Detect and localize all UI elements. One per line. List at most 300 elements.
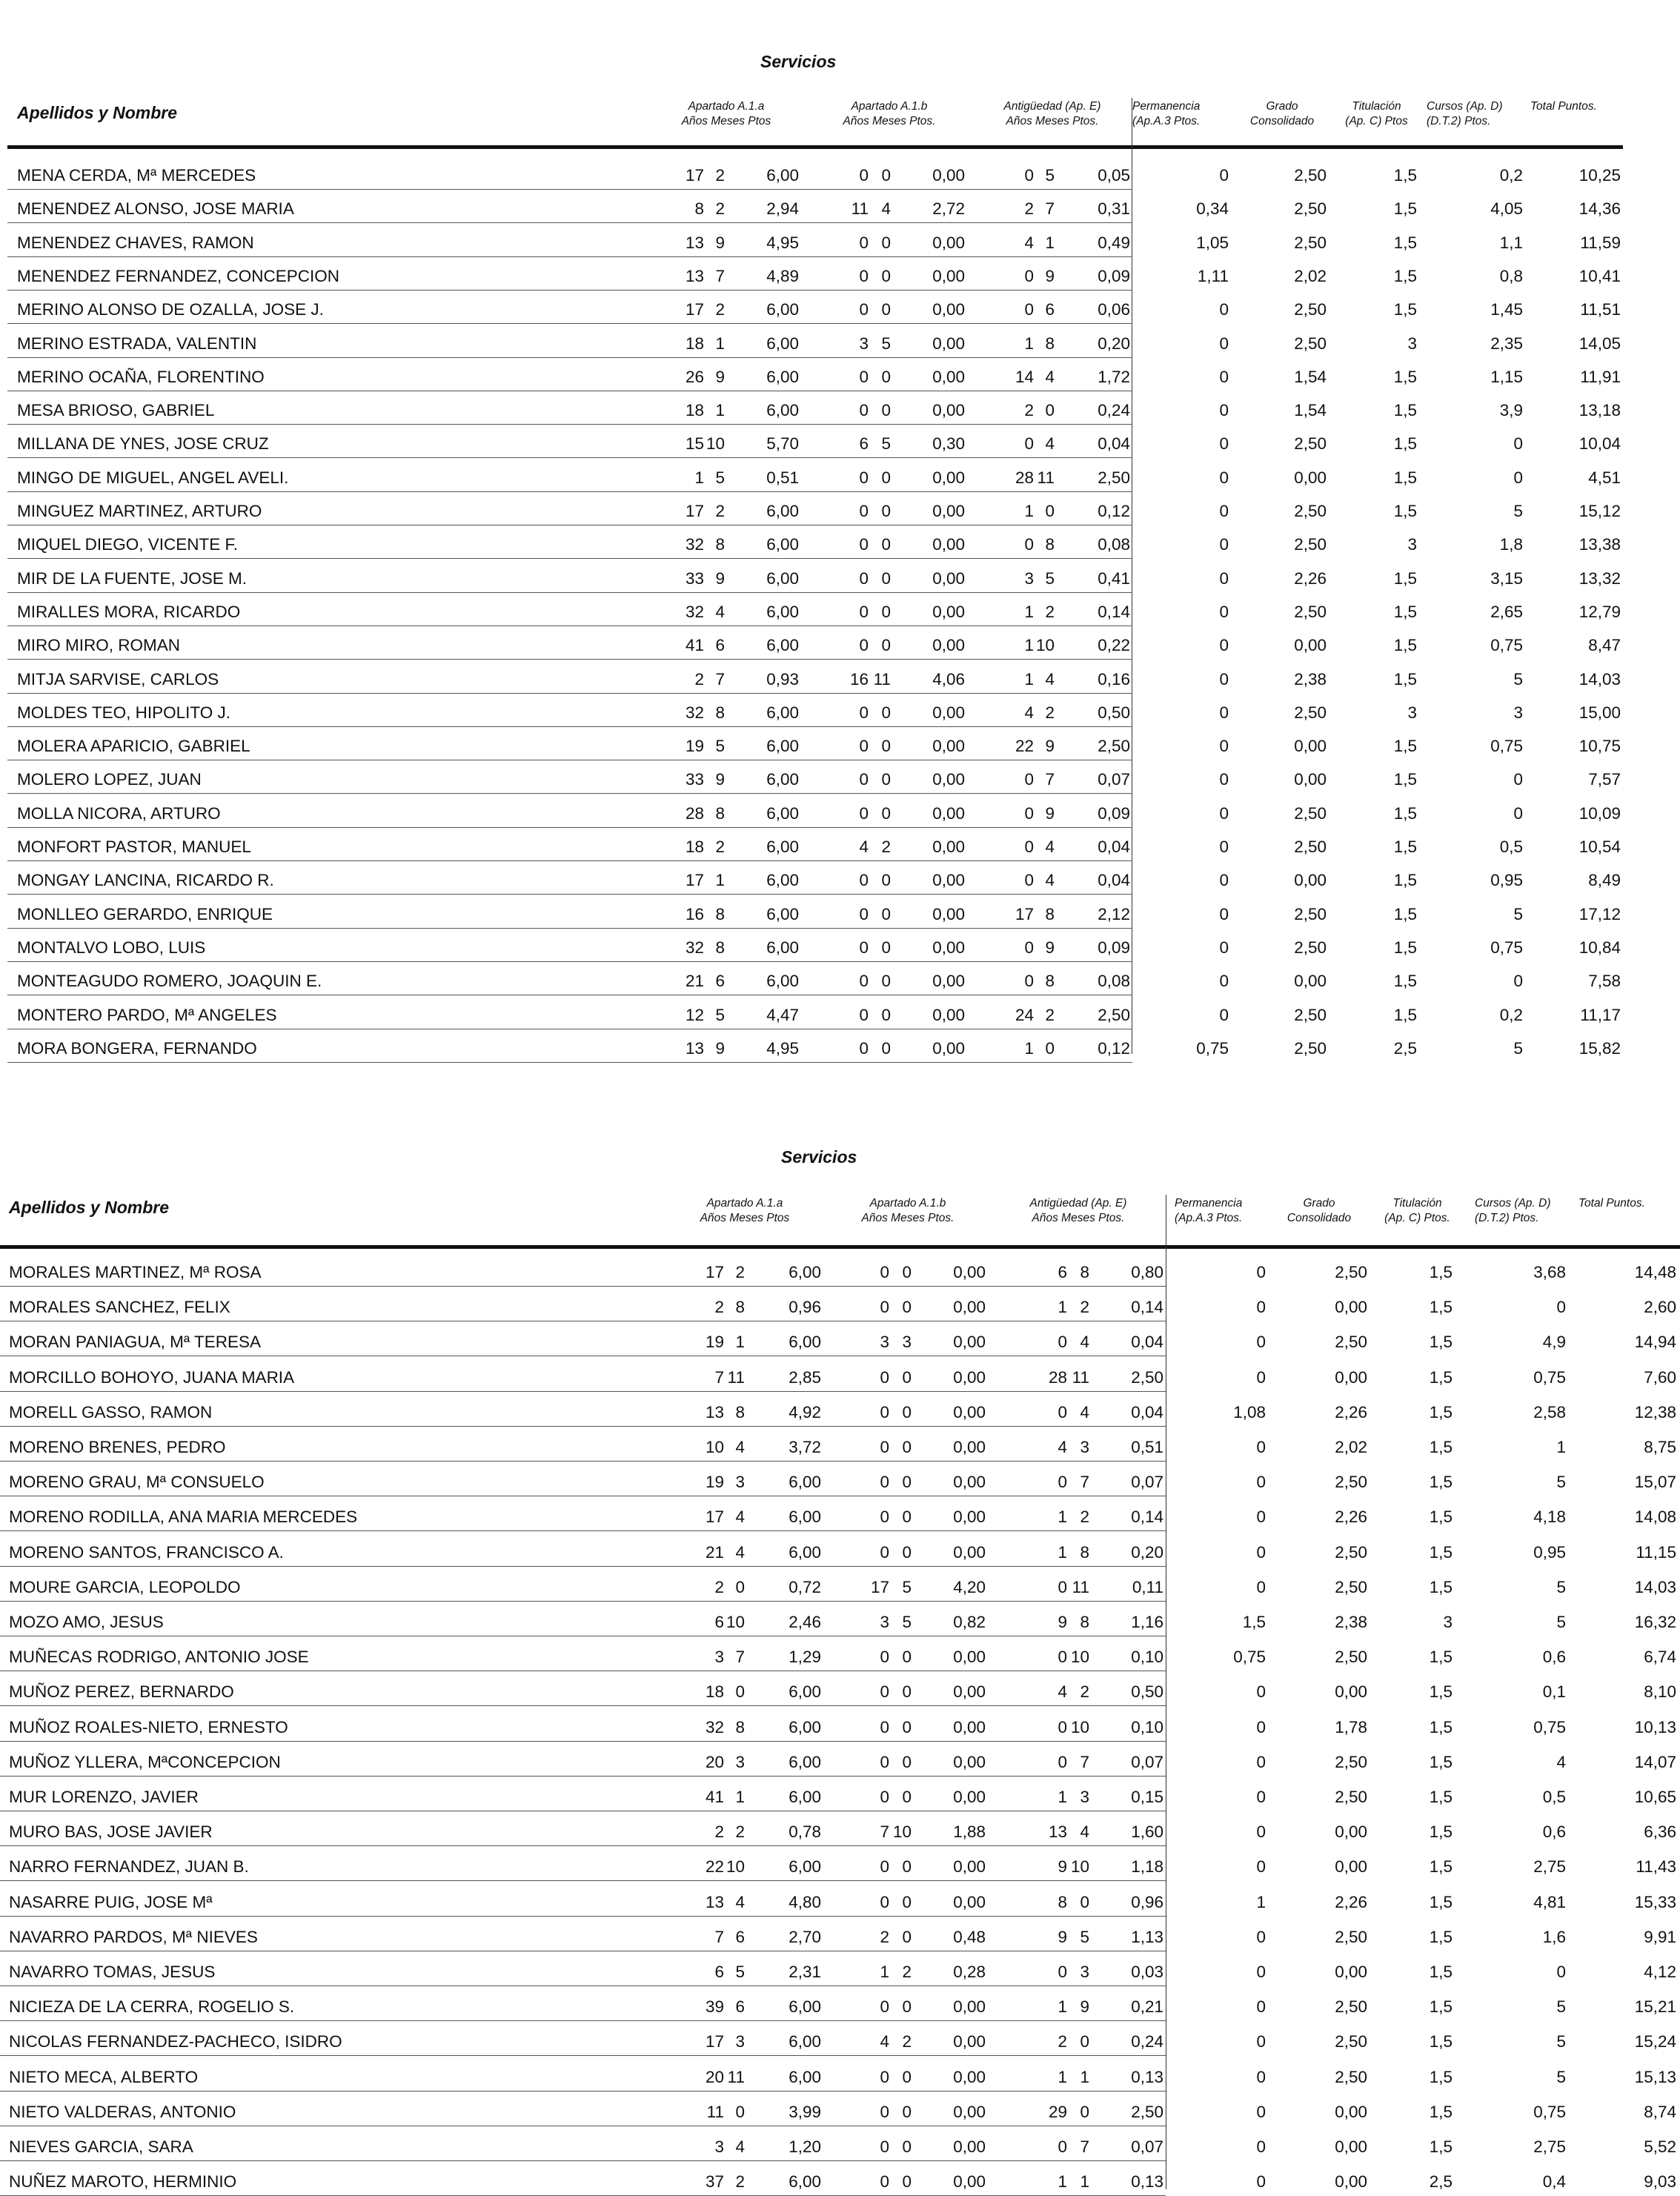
cell-titulacion: 1,5 [1429, 1367, 1452, 1387]
cell-a1b-anos: 0 [880, 1892, 889, 1911]
cell-total: 14,03 [1578, 669, 1621, 689]
cell-name: MORENO BRENES, PEDRO [9, 1438, 226, 1456]
cell-a1a-meses: 2 [715, 502, 725, 520]
cell-a1a-anos: 17 [685, 166, 704, 185]
cell-antig-meses: 8 [1080, 1263, 1089, 1281]
cell-cursos: 0,1 [1542, 1682, 1566, 1702]
cell-grado: 0,00 [1335, 1367, 1367, 1387]
cell-permanencia: 0 [1256, 2032, 1266, 2051]
cell-permanencia: 0 [1256, 1752, 1266, 1771]
cell-antig-ptos: 0,10 [1131, 1648, 1163, 1667]
cell-antig-meses: 8 [1080, 1542, 1089, 1562]
cell-antig-meses: 5 [1045, 568, 1055, 588]
cell-permanencia: 1,08 [1233, 1402, 1266, 1422]
cell-a1b-meses: 0 [902, 2067, 912, 2086]
cell-a1a-ptos: 2,94 [766, 199, 799, 219]
cell-grado: 2,50 [1294, 199, 1327, 219]
cell-titulacion: 1,5 [1393, 636, 1417, 655]
cell-antig-ptos: 0,22 [1098, 636, 1130, 655]
cell-antig-anos: 1 [1024, 669, 1034, 689]
cell-titulacion: 1,5 [1393, 938, 1417, 957]
cell-a1a-ptos: 3,99 [788, 2102, 821, 2121]
cell-a1b-anos: 0 [880, 1263, 889, 1281]
cell-permanencia: 0 [1219, 602, 1229, 621]
cell-antig-meses: 7 [1045, 199, 1055, 219]
cell-cursos: 0,6 [1542, 1822, 1566, 1842]
cell-permanencia: 0 [1256, 1263, 1266, 1281]
cell-titulacion: 1,5 [1429, 1717, 1452, 1736]
cell-grado: 2,50 [1294, 434, 1327, 454]
cell-antig-ptos: 0,12 [1098, 1038, 1130, 1058]
cell-antig-ptos: 2,50 [1131, 2102, 1163, 2121]
cell-titulacion: 1,5 [1429, 1507, 1452, 1527]
cell-antig-meses: 11 [1072, 1367, 1089, 1387]
table-row [0, 525, 1680, 559]
cell-titulacion: 1,5 [1393, 367, 1417, 386]
cell-a1b-anos: 0 [859, 401, 869, 420]
cell-antig-anos: 0 [1058, 1963, 1067, 1981]
cell-total: 6,36 [1644, 1822, 1676, 1842]
cell-cursos: 5 [1556, 1613, 1566, 1631]
cell-a1a-meses: 9 [715, 233, 725, 252]
cell-a1a-ptos: 6,00 [766, 972, 799, 991]
cell-titulacion: 1,5 [1393, 233, 1417, 252]
cell-antig-anos: 0 [1058, 1577, 1067, 1596]
cell-a1a-anos: 18 [685, 334, 704, 353]
cell-titulacion: 3 [1407, 703, 1417, 722]
cell-antig-meses: 0 [1045, 1038, 1055, 1058]
cell-a1b-meses: 0 [902, 1788, 912, 1806]
table-row [0, 1462, 1680, 1496]
row-divider [0, 1530, 1166, 1531]
row-divider [0, 1845, 1166, 1846]
cell-cursos: 0,75 [1490, 737, 1523, 756]
cell-grado: 2,50 [1294, 1038, 1327, 1058]
table-row [0, 2022, 1680, 2056]
cell-a1a-ptos: 1,29 [788, 1648, 821, 1667]
cell-antig-ptos: 0,80 [1131, 1263, 1163, 1281]
cell-permanencia: 0 [1219, 938, 1229, 957]
cell-a1b-meses: 0 [881, 1005, 891, 1024]
cell-a1a-ptos: 2,31 [788, 1963, 821, 1981]
cell-a1a-meses: 3 [735, 1752, 745, 1771]
cell-antig-anos: 1 [1024, 502, 1034, 520]
cell-antig-ptos: 0,04 [1098, 871, 1130, 890]
cell-titulacion: 1,5 [1429, 2032, 1452, 2051]
cell-name: MONTALVO LOBO, LUIS [17, 938, 206, 957]
cell-antig-anos: 0 [1058, 1648, 1067, 1667]
cell-total: 10,84 [1578, 938, 1621, 957]
cell-a1b-ptos: 0,00 [953, 1788, 986, 1806]
cell-permanencia: 1,11 [1197, 266, 1229, 285]
row-divider [0, 1776, 1166, 1777]
cell-antig-anos: 1 [1058, 1298, 1067, 1317]
cell-a1b-anos: 0 [859, 502, 869, 520]
cell-a1a-ptos: 0,96 [788, 1298, 821, 1317]
cell-grado: 2,26 [1335, 1507, 1367, 1527]
cell-permanencia: 0 [1256, 1963, 1266, 1981]
cell-name: MERINO ALONSO DE OZALLA, JOSE J. [17, 300, 324, 319]
section-title: Servicios [760, 52, 837, 71]
cell-a1a-ptos: 3,72 [788, 1438, 821, 1456]
table-row [0, 928, 1680, 962]
cell-total: 11,51 [1580, 300, 1621, 319]
cell-a1a-anos: 17 [685, 871, 704, 890]
cell-total: 14,94 [1634, 1333, 1676, 1352]
cell-a1b-anos: 0 [859, 300, 869, 319]
cell-a1a-anos: 32 [685, 602, 704, 621]
cell-titulacion: 2,5 [1429, 2172, 1452, 2192]
cell-antig-ptos: 0,07 [1131, 1473, 1163, 1492]
cell-a1a-ptos: 6,00 [788, 1857, 821, 1877]
cell-permanencia: 0 [1219, 568, 1229, 588]
cell-antig-meses: 1 [1080, 2067, 1089, 2086]
cell-a1b-meses: 0 [902, 1752, 912, 1771]
cell-a1a-ptos: 6,00 [766, 300, 799, 319]
cell-antig-meses: 0 [1045, 401, 1055, 420]
cell-grado: 2,50 [1294, 334, 1327, 353]
cell-antig-meses: 1 [1045, 233, 1055, 252]
cell-permanencia: 0,75 [1196, 1038, 1229, 1058]
cell-a1b-anos: 4 [859, 837, 869, 856]
cell-antig-anos: 1 [1024, 1038, 1034, 1058]
cell-antig-ptos: 0,20 [1131, 1542, 1163, 1562]
cell-a1a-anos: 13 [705, 1402, 724, 1422]
cell-a1b-meses: 0 [881, 266, 891, 285]
cell-antig-meses: 5 [1045, 166, 1055, 185]
cell-a1a-meses: 2 [735, 2172, 745, 2192]
cell-antig-ptos: 0,09 [1098, 803, 1130, 823]
table-row [0, 895, 1680, 929]
cell-antig-anos: 9 [1058, 1857, 1067, 1877]
cell-a1b-ptos: 0,00 [932, 568, 965, 588]
cell-titulacion: 1,5 [1429, 1298, 1452, 1317]
cell-a1a-meses: 7 [715, 266, 725, 285]
cell-a1a-meses: 11 [727, 2067, 745, 2086]
cell-a1a-anos: 13 [705, 1892, 724, 1911]
cell-name: MENENDEZ CHAVES, RAMON [17, 233, 254, 252]
cell-antig-ptos: 0,51 [1131, 1438, 1163, 1456]
cell-a1a-meses: 8 [715, 904, 725, 923]
cell-antig-anos: 1 [1024, 334, 1034, 353]
cell-permanencia: 0 [1219, 803, 1229, 823]
table-row [0, 726, 1680, 760]
cell-a1a-meses: 4 [735, 2137, 745, 2156]
column-header-titulacion: Titulación (Ap. C) Ptos [1345, 100, 1408, 127]
table-row [0, 1882, 1680, 1917]
row-divider [0, 1391, 1166, 1392]
cell-a1a-anos: 32 [685, 938, 704, 957]
cell-grado: 0,00 [1335, 2137, 1367, 2156]
cell-a1a-ptos: 6,00 [766, 502, 799, 520]
cell-a1a-meses: 8 [735, 1402, 745, 1422]
row-divider [0, 1461, 1166, 1462]
cell-a1a-ptos: 6,00 [788, 2067, 821, 2086]
cell-antig-meses: 4 [1080, 1333, 1089, 1352]
cell-antig-anos: 24 [1015, 1005, 1034, 1024]
cell-a1b-anos: 4 [880, 2032, 889, 2051]
cell-grado: 0,00 [1294, 770, 1327, 789]
cell-total: 10,54 [1578, 837, 1621, 856]
table-row [0, 592, 1680, 626]
cell-a1a-meses: 2 [715, 837, 725, 856]
cell-antig-anos: 2 [1024, 401, 1034, 420]
cell-antig-meses: 8 [1045, 334, 1055, 353]
cell-titulacion: 1,5 [1393, 401, 1417, 420]
cell-a1b-ptos: 4,06 [932, 669, 965, 689]
cell-antig-meses: 0 [1080, 1892, 1089, 1911]
cell-antig-anos: 1 [1058, 2067, 1067, 2086]
cell-cursos: 0,2 [1499, 166, 1523, 185]
cell-grado: 2,50 [1294, 803, 1327, 823]
cell-grado: 2,02 [1294, 266, 1327, 285]
cell-permanencia: 0,34 [1196, 199, 1229, 219]
cell-a1a-meses: 5 [715, 468, 725, 487]
cell-total: 15,12 [1578, 502, 1621, 520]
cell-permanencia: 0 [1219, 300, 1229, 319]
cell-antig-anos: 0 [1024, 871, 1034, 890]
cell-a1a-meses: 1 [735, 1788, 745, 1806]
cell-a1b-anos: 3 [880, 1613, 889, 1631]
table-row [0, 1253, 1680, 1287]
cell-name: MOLERO LOPEZ, JUAN [17, 770, 202, 789]
cell-a1a-ptos: 4,92 [788, 1402, 821, 1422]
cell-permanencia: 0 [1219, 334, 1229, 353]
table-row [0, 2127, 1680, 2161]
cell-a1b-anos: 0 [880, 1542, 889, 1562]
cell-a1a-meses: 6 [735, 1997, 745, 2017]
cell-antig-anos: 9 [1058, 1927, 1067, 1946]
cell-cursos: 0 [1513, 972, 1523, 991]
cell-permanencia: 0 [1219, 367, 1229, 386]
table-row [0, 324, 1680, 358]
cell-grado: 2,50 [1335, 1473, 1367, 1492]
cell-a1a-ptos: 6,00 [766, 837, 799, 856]
cell-grado: 1,54 [1294, 401, 1327, 420]
cell-a1b-anos: 0 [859, 938, 869, 957]
cell-grado: 2,50 [1335, 1997, 1367, 2017]
cell-antig-meses: 3 [1080, 1788, 1089, 1806]
cell-a1a-meses: 0 [735, 1577, 745, 1596]
cell-a1a-meses: 5 [735, 1963, 745, 1981]
cell-a1b-meses: 0 [881, 300, 891, 319]
cell-a1a-anos: 37 [705, 2172, 724, 2192]
cell-a1b-ptos: 0,00 [953, 2137, 986, 2156]
cell-antig-anos: 0 [1024, 837, 1034, 856]
cell-name: MOLDES TEO, HIPOLITO J. [17, 703, 230, 722]
cell-a1a-anos: 3 [714, 2137, 724, 2156]
cell-antig-anos: 28 [1048, 1367, 1067, 1387]
row-divider [0, 1880, 1166, 1881]
cell-name: MUÑOZ PEREZ, BERNARDO [9, 1682, 234, 1702]
cell-antig-anos: 4 [1024, 233, 1034, 252]
cell-a1a-anos: 13 [685, 1038, 704, 1058]
cell-grado: 2,50 [1335, 1788, 1367, 1806]
row-divider [0, 1426, 1166, 1427]
cell-name: NASARRE PUIG, JOSE Mª [9, 1892, 213, 1911]
row-divider [0, 2160, 1166, 2161]
cell-grado: 1,78 [1335, 1717, 1367, 1736]
cell-cursos: 0,75 [1490, 938, 1523, 957]
cell-cursos: 0,6 [1542, 1648, 1566, 1667]
table-row [0, 995, 1680, 1029]
cell-a1b-anos: 0 [880, 2067, 889, 2086]
cell-a1b-anos: 0 [880, 2137, 889, 2156]
cell-a1b-ptos: 0,00 [953, 1438, 986, 1456]
cell-grado: 2,38 [1335, 1613, 1367, 1631]
cell-a1a-anos: 8 [694, 199, 704, 219]
cell-total: 7,57 [1588, 770, 1621, 789]
cell-a1b-meses: 0 [902, 1367, 912, 1387]
cell-antig-ptos: 0,21 [1131, 1997, 1163, 2017]
cell-antig-ptos: 0,04 [1098, 434, 1130, 454]
cell-permanencia: 0 [1219, 770, 1229, 789]
cell-grado: 2,50 [1335, 1333, 1367, 1352]
cell-antig-meses: 10 [1070, 1717, 1089, 1736]
cell-grado: 2,50 [1335, 2032, 1367, 2051]
table-row [0, 391, 1680, 425]
cell-a1b-meses: 0 [902, 1507, 912, 1527]
cell-permanencia: 0 [1219, 871, 1229, 890]
table-row [0, 827, 1680, 861]
cell-a1b-ptos: 0,00 [953, 1367, 986, 1387]
table-row [0, 1497, 1680, 1531]
cell-antig-anos: 22 [1015, 737, 1034, 756]
cell-titulacion: 1,5 [1429, 1577, 1452, 1596]
cell-antig-anos: 0 [1024, 938, 1034, 957]
cell-permanencia: 1,5 [1242, 1613, 1266, 1631]
cell-titulacion: 1,5 [1393, 502, 1417, 520]
cell-name: MINGO DE MIGUEL, ANGEL AVELI. [17, 468, 289, 487]
cell-cursos: 0 [1513, 770, 1523, 789]
cell-antig-anos: 0 [1024, 266, 1034, 285]
cell-total: 14,07 [1634, 1752, 1676, 1771]
cell-antig-meses: 9 [1080, 1997, 1089, 2017]
cell-a1b-ptos: 0,48 [953, 1927, 986, 1946]
cell-cursos: 2,75 [1533, 2137, 1566, 2156]
cell-a1b-ptos: 0,00 [953, 1857, 986, 1877]
cell-a1a-meses: 0 [735, 2102, 745, 2121]
cell-a1a-meses: 1 [715, 401, 725, 420]
cell-a1a-meses: 9 [715, 367, 725, 386]
cell-name: MORELL GASSO, RAMON [9, 1402, 213, 1422]
cell-name: MOLERA APARICIO, GABRIEL [17, 737, 250, 756]
cell-a1a-meses: 10 [726, 1613, 745, 1631]
cell-cursos: 2,75 [1533, 1857, 1566, 1877]
cell-a1a-anos: 2 [714, 1822, 724, 1842]
cell-a1a-anos: 18 [685, 401, 704, 420]
cell-a1b-anos: 0 [880, 1473, 889, 1492]
cell-titulacion: 1,5 [1429, 2067, 1452, 2086]
cell-permanencia: 0 [1256, 1822, 1266, 1842]
cell-name: MURO BAS, JOSE JAVIER [9, 1822, 213, 1842]
cell-a1b-meses: 5 [881, 434, 891, 454]
cell-name: MITJA SARVISE, CARLOS [17, 669, 219, 689]
cell-antig-meses: 11 [1072, 1577, 1089, 1596]
cell-antig-ptos: 0,04 [1098, 837, 1130, 856]
cell-a1b-meses: 4 [881, 199, 891, 219]
cell-a1a-meses: 8 [715, 803, 725, 823]
table-row [0, 1637, 1680, 1671]
cell-a1a-ptos: 6,00 [766, 904, 799, 923]
cell-antig-anos: 0 [1058, 1752, 1067, 1771]
cell-cursos: 5 [1513, 1038, 1523, 1058]
cell-a1b-anos: 0 [880, 1367, 889, 1387]
cell-antig-anos: 1 [1058, 1542, 1067, 1562]
table-row [0, 491, 1680, 525]
cell-antig-anos: 4 [1058, 1682, 1067, 1702]
cell-permanencia: 1,05 [1196, 233, 1229, 252]
cell-a1b-anos: 0 [859, 568, 869, 588]
cell-grado: 2,50 [1294, 703, 1327, 722]
cell-a1a-ptos: 5,70 [766, 434, 799, 454]
cell-cursos: 5 [1556, 2067, 1566, 2086]
cell-titulacion: 1,5 [1429, 2102, 1452, 2121]
cell-cursos: 5 [1556, 2032, 1566, 2051]
table-row [0, 156, 1680, 190]
cell-a1a-meses: 8 [715, 703, 725, 722]
cell-a1a-anos: 2 [694, 669, 704, 689]
cell-antig-ptos: 0,03 [1131, 1963, 1163, 1981]
cell-a1a-ptos: 6,00 [766, 703, 799, 722]
cell-titulacion: 1,5 [1429, 1752, 1452, 1771]
cell-antig-meses: 0 [1080, 2102, 1089, 2121]
table-row [0, 1742, 1680, 1777]
cell-a1a-anos: 20 [705, 2067, 724, 2086]
cell-a1a-meses: 4 [735, 1542, 745, 1562]
cell-a1b-anos: 0 [880, 2172, 889, 2192]
cell-permanencia: 0 [1219, 434, 1229, 454]
cell-a1a-meses: 11 [727, 1367, 745, 1387]
cell-a1b-anos: 17 [870, 1577, 889, 1596]
cell-permanencia: 0 [1219, 972, 1229, 991]
cell-total: 4,51 [1588, 468, 1621, 487]
cell-cursos: 0,4 [1542, 2172, 1566, 2192]
cell-cursos: 0 [1556, 1963, 1566, 1981]
cell-antig-ptos: 0,09 [1098, 938, 1130, 957]
cell-total: 6,74 [1644, 1648, 1676, 1667]
cell-total: 15,00 [1578, 703, 1621, 722]
cell-a1b-anos: 0 [880, 1752, 889, 1771]
cell-titulacion: 1,5 [1429, 1333, 1452, 1352]
cell-antig-ptos: 1,72 [1098, 367, 1130, 386]
cell-a1a-anos: 17 [685, 502, 704, 520]
cell-titulacion: 1,5 [1429, 1997, 1452, 2017]
cell-name: MONFORT PASTOR, MANUEL [17, 837, 251, 856]
cell-titulacion: 1,5 [1429, 1788, 1452, 1806]
cell-antig-anos: 0 [1024, 166, 1034, 185]
cell-antig-meses: 2 [1080, 1682, 1089, 1702]
cell-cursos: 1,8 [1499, 535, 1523, 554]
cell-antig-meses: 0 [1045, 502, 1055, 520]
cell-titulacion: 2,5 [1393, 1038, 1417, 1058]
cell-antig-ptos: 0,04 [1131, 1333, 1163, 1352]
cell-cursos: 0,5 [1499, 837, 1523, 856]
cell-a1a-ptos: 6,00 [766, 401, 799, 420]
cell-a1a-ptos: 6,00 [766, 568, 799, 588]
cell-a1a-meses: 8 [715, 938, 725, 957]
cell-a1b-meses: 0 [902, 1263, 912, 1281]
cell-a1a-ptos: 4,47 [766, 1005, 799, 1024]
cell-a1b-meses: 0 [881, 502, 891, 520]
cell-a1b-ptos: 0,00 [932, 636, 965, 655]
table-row [0, 860, 1680, 895]
cell-a1b-ptos: 4,20 [953, 1577, 986, 1596]
column-header-titulacion: Titulación (Ap. C) Ptos. [1384, 1197, 1450, 1224]
cell-a1b-ptos: 0,00 [932, 367, 965, 386]
cell-total: 10,75 [1578, 737, 1621, 756]
cell-titulacion: 1,5 [1393, 266, 1417, 285]
